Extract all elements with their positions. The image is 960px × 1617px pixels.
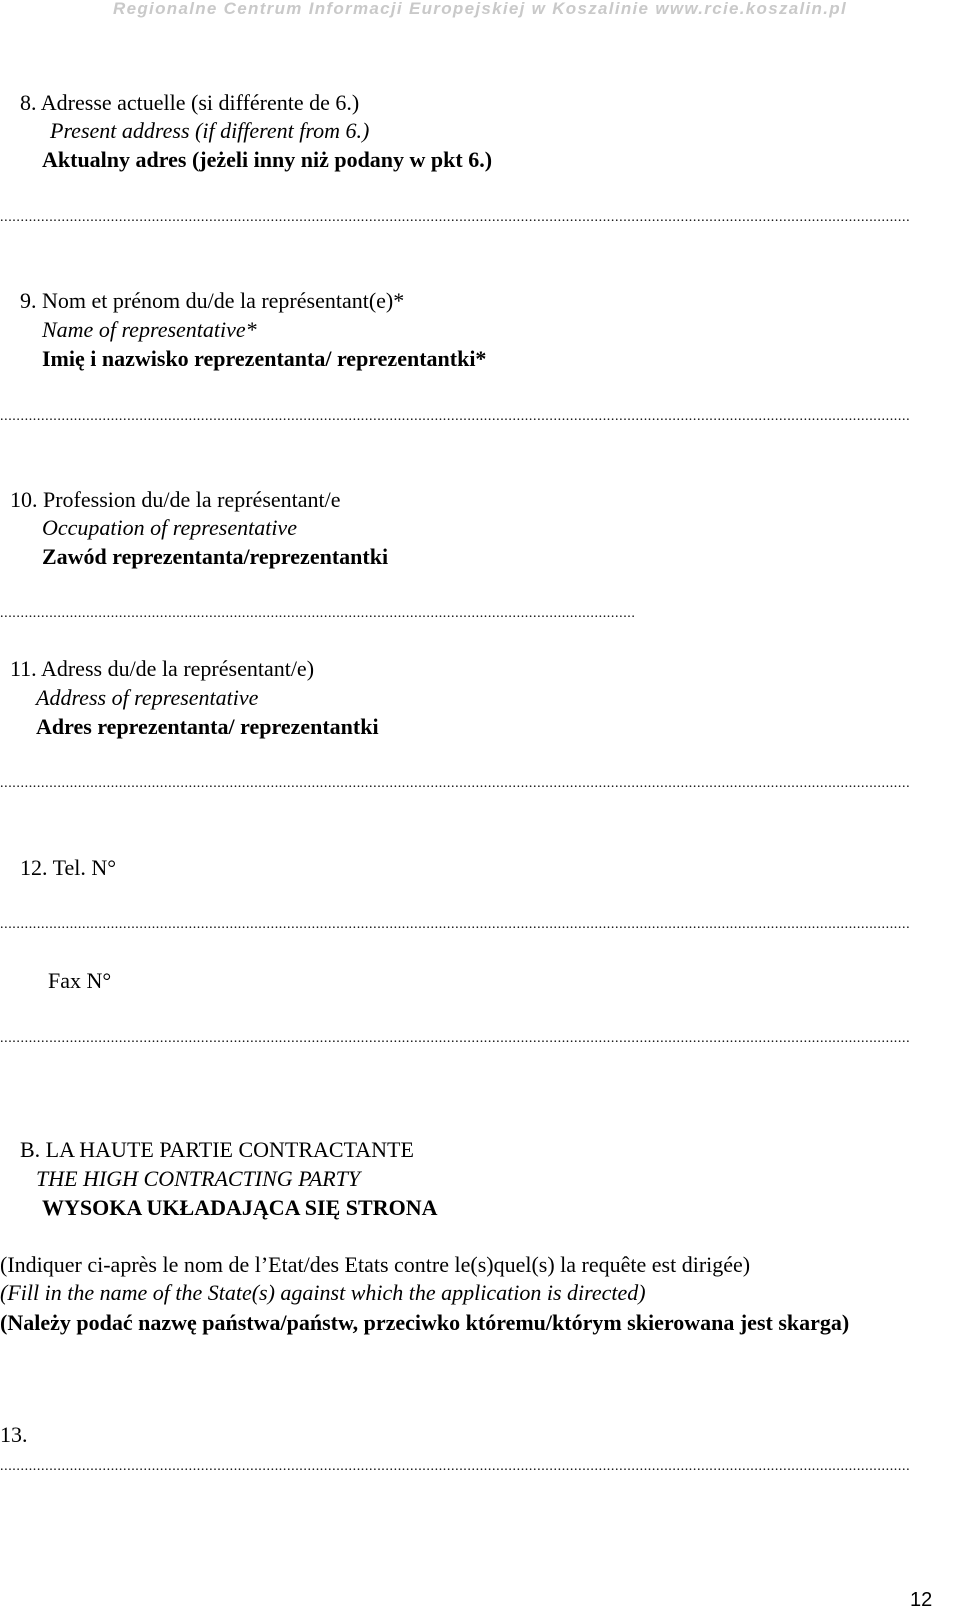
section-11-title-pl: Adres reprezentanta/ reprezentantki (36, 714, 379, 739)
section-9-answer-line[interactable]: .............................................................................................................................................................................................................................. (0, 409, 911, 424)
part-b-title-en: THE HIGH CONTRACTING PARTY (36, 1166, 361, 1191)
section-9-title-pl: Imię i nazwisko reprezentanta/ reprezentantki* (42, 346, 487, 371)
section-12-tel-answer-line[interactable]: .............................................................................................................................................................................................................................. (0, 917, 911, 932)
section-10-title-en: Occupation of representative (42, 515, 297, 540)
section-8-answer-line[interactable]: .............................................................................................................................................................................................................................. (0, 210, 911, 225)
section-8-title-pl: Aktualny adres (jeżeli inny niż podany w pkt 6.) (42, 147, 493, 172)
section-9-title-en: Name of representative* (42, 317, 257, 342)
part-b-instruction-en: (Fill in the name of the State(s) against which the application is directed) (0, 1280, 646, 1305)
section-10-title-fr: 10. Profession du/de la représentant/e (10, 487, 341, 512)
section-12-fax-label: Fax N° (48, 968, 112, 993)
section-11-title-en: Address of representative (36, 685, 259, 710)
section-9-title-fr: 9. Nom et prénom du/de la représentant(e)* (20, 288, 405, 313)
page-header-banner: Regionalne Centrum Informacji Europejskiej w Koszalinie www.rcie.koszalin.pl (113, 0, 847, 18)
section-10-title-pl: Zawód reprezentanta/reprezentantki (42, 544, 389, 569)
section-13-label: 13. (0, 1422, 28, 1447)
section-13-answer-line[interactable]: .............................................................................................................................................................................................................................. (0, 1459, 911, 1474)
section-10-answer-line[interactable]: ........................................................................................................................................................... (0, 606, 636, 621)
section-11-answer-line[interactable]: .............................................................................................................................................................................................................................. (0, 776, 911, 791)
section-12-fax-answer-line[interactable]: .............................................................................................................................................................................................................................. (0, 1031, 911, 1046)
section-8-title-en: Present address (if different from 6.) (50, 118, 370, 143)
section-11-title-fr: 11. Adress du/de la représentant/e) (10, 656, 315, 681)
part-b-instruction-fr: (Indiquer ci-après le nom de l’Etat/des Etats contre le(s)quel(s) la requête est dirigée) (0, 1252, 751, 1277)
part-b-instruction-pl: (Należy podać nazwę państwa/państw, przeciwko któremu/którym skierowana jest skarga) (0, 1310, 850, 1335)
section-8-title-fr: 8. Adresse actuelle (si différente de 6.) (20, 90, 360, 115)
part-b-title-fr: B. LA HAUTE PARTIE CONTRACTANTE (20, 1137, 414, 1162)
page-number: 12 (910, 1589, 933, 1611)
section-12-tel-label: 12. Tel. N° (20, 855, 117, 880)
part-b-title-pl: WYSOKA UKŁADAJĄCA SIĘ STRONA (42, 1195, 438, 1220)
